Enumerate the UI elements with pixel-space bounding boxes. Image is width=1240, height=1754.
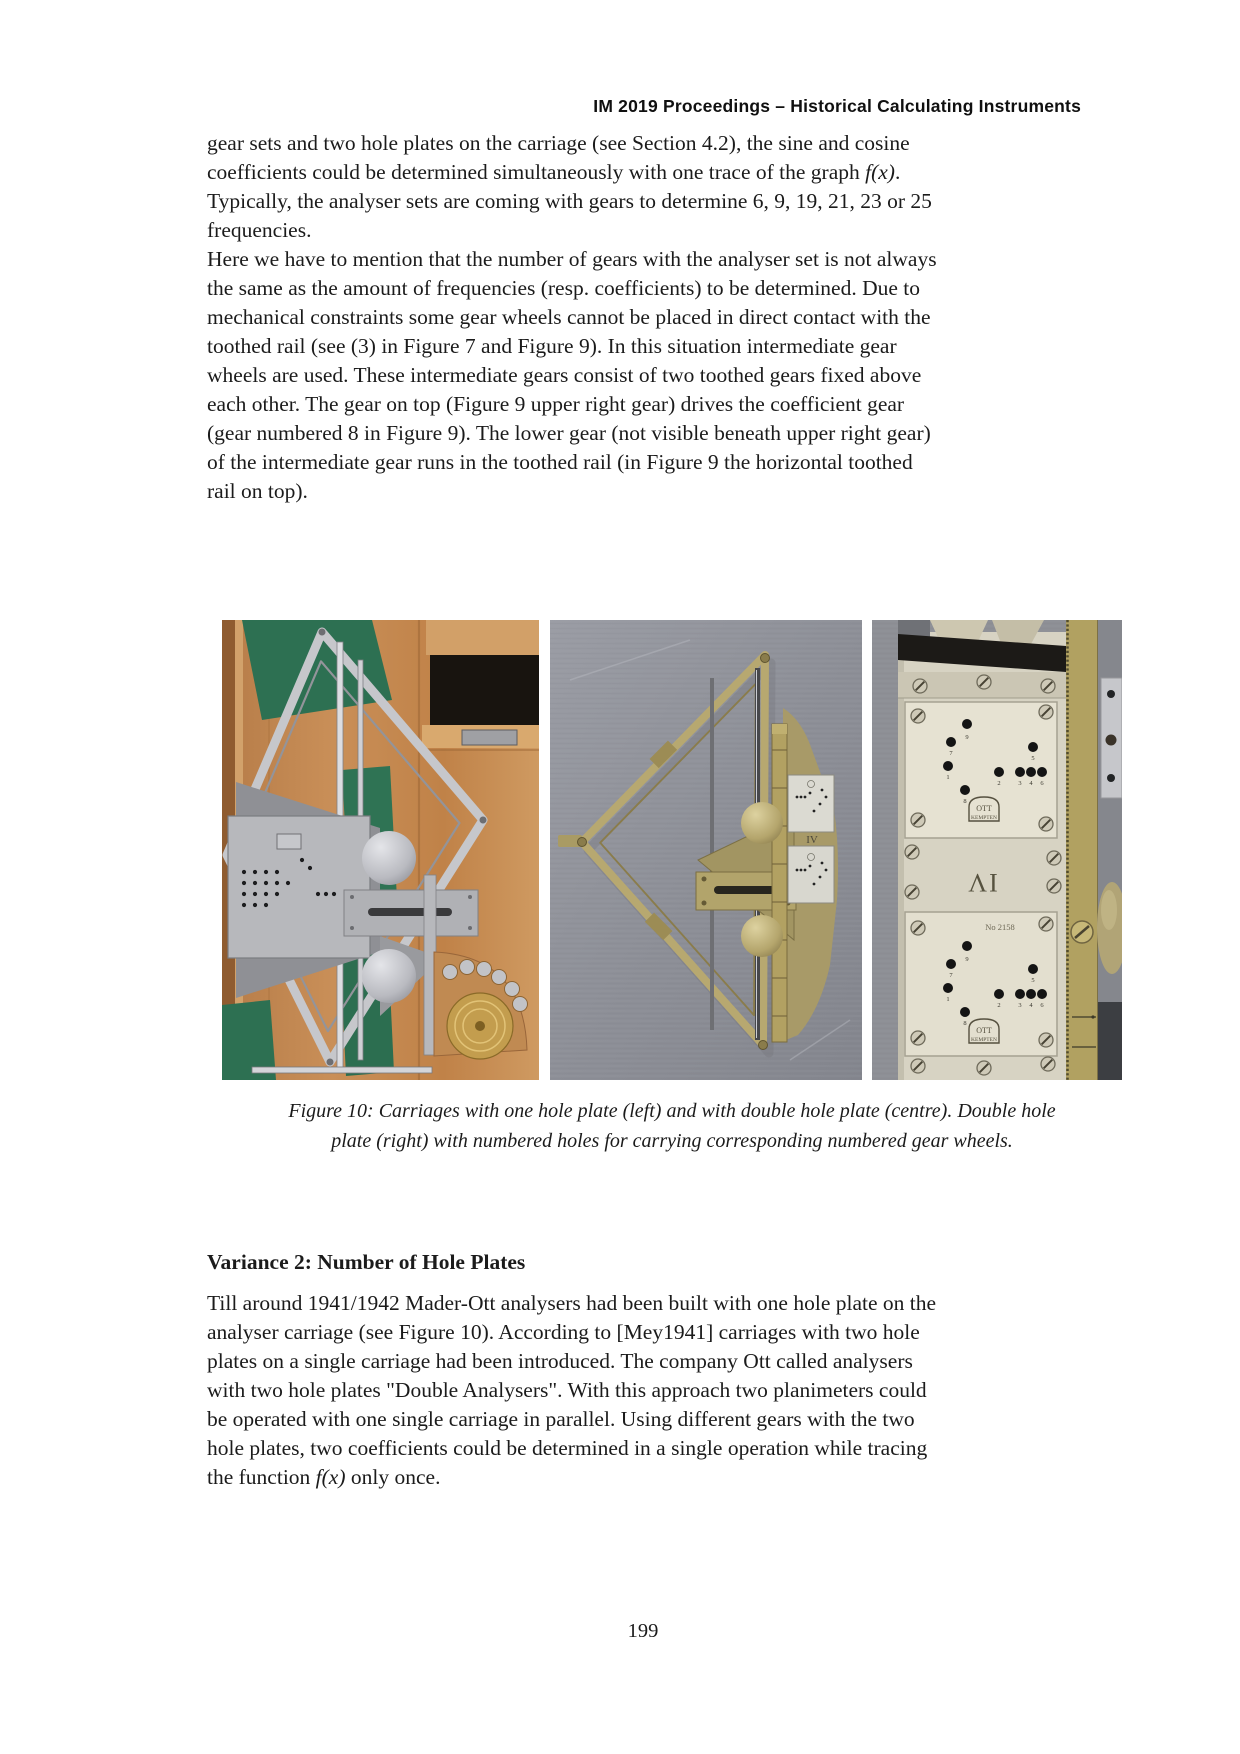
svg-text:7: 7 [949, 750, 953, 757]
toothed-ruler [1066, 620, 1098, 1080]
text-line: coefficients could be determined simultaneously with one trace of the graph f(x). [207, 160, 901, 184]
svg-text:9: 9 [965, 734, 969, 741]
text-line: the function f(x) only once. [207, 1465, 441, 1489]
svg-text:5: 5 [1031, 977, 1035, 984]
text-line: plates on a single carriage had been introduced. The company Ott called analysers [207, 1349, 913, 1373]
bottom-rod [252, 1067, 432, 1073]
text-line: hole plates, two coefficients could be determined in a single operation while tracing [207, 1436, 928, 1460]
hole-plate [228, 816, 370, 958]
figure-caption [222, 1096, 1122, 1156]
hole-plate-upper-panel [905, 702, 1057, 838]
ball-handle-lower [362, 949, 416, 1003]
size-marking-rotated: IV [966, 868, 998, 897]
text-line: plate (right) with numbered holes for carrying corresponding numbered gear wheels. [331, 1130, 1013, 1152]
svg-text:7: 7 [949, 972, 953, 979]
photo-carriage-one-hole-plate [222, 620, 539, 1080]
paragraph-1 [207, 129, 1087, 245]
hole-plate-upper [788, 775, 834, 832]
ball-handle-lower [741, 915, 783, 957]
svg-text:KEMPTEN: KEMPTEN [971, 815, 997, 821]
case-compartment [422, 620, 539, 748]
svg-text:8: 8 [963, 1020, 967, 1027]
text-line: frequencies. [207, 218, 312, 242]
svg-text:OTT: OTT [976, 1026, 992, 1035]
svg-text:8: 8 [963, 798, 967, 805]
svg-text:1: 1 [946, 996, 950, 1003]
text-line: mechanical constraints some gear wheels cannot be placed in direct contact with the [207, 305, 931, 329]
text-line: Till around 1941/1942 Mader-Ott analysers had been built with one hole plate on the [207, 1291, 937, 1315]
svg-text:3: 3 [1018, 1002, 1022, 1009]
svg-text:1: 1 [946, 774, 950, 781]
serial-number: No 2158 [985, 922, 1015, 932]
svg-text:OTT: OTT [976, 804, 992, 813]
page-number: 199 [627, 1620, 659, 1642]
text-line: of the intermediate gear runs in the toothed rail (in Figure 9 the horizontal toothed [207, 450, 913, 474]
size-marking: IV [805, 834, 818, 846]
photo-double-hole-plate-closeup [872, 620, 1122, 1080]
hole-plate-lower-panel [905, 912, 1057, 1056]
photo-carriage-double-hole-plate [550, 620, 862, 1080]
text-line: toothed rail (see (3) in Figure 7 and Figure 9). In this situation intermediate gear [207, 334, 897, 358]
text-line: gear sets and two hole plates on the carriage (see Section 4.2), the sine and cosine [207, 131, 910, 155]
text-line: wheels are used. These intermediate gears consist of two toothed gears fixed above [207, 363, 922, 387]
svg-text:2: 2 [997, 1002, 1001, 1009]
svg-text:6: 6 [1040, 780, 1044, 787]
text-line: rail on top). [207, 479, 308, 503]
brass-dial [447, 993, 513, 1059]
ruler-strip [772, 724, 787, 1042]
hole-plate-lower [788, 846, 834, 903]
ball-handle-upper [362, 831, 416, 885]
paragraph-2 [207, 245, 1087, 506]
text-line: be operated with one single carriage in parallel. Using different gears with the two [207, 1407, 915, 1431]
running-header: IM 2019 Proceedings – Historical Calculating Instruments [593, 96, 1081, 116]
svg-text:KEMPTEN: KEMPTEN [971, 1037, 997, 1043]
paragraph-3 [207, 1289, 1087, 1492]
svg-text:4: 4 [1029, 1002, 1033, 1009]
section-heading: Variance 2: Number of Hole Plates [207, 1250, 526, 1274]
text-line: with two hole plates "Double Analysers". With this approach two planimeters could [207, 1378, 927, 1402]
text-line: Typically, the analyser sets are coming with gears to determine 6, 9, 19, 21, 23 or 25 [207, 189, 932, 213]
svg-text:2: 2 [997, 780, 1001, 787]
ball-handle-upper [741, 802, 783, 844]
svg-text:6: 6 [1040, 1002, 1044, 1009]
text-line: Figure 10: Carriages with one hole plate (left) and with double hole plate (centre). Double hole [288, 1100, 1056, 1122]
right-edge-parts [1097, 620, 1122, 1080]
text-line: Here we have to mention that the number of gears with the analyser set is not always [207, 247, 937, 271]
svg-text:5: 5 [1031, 755, 1035, 762]
text-line: (gear numbered 8 in Figure 9). The lower gear (not visible beneath upper right gear) [207, 421, 931, 445]
svg-text:3: 3 [1018, 780, 1022, 787]
text-line: analyser carriage (see Figure 10). According to [Mey1941] carriages with two hole [207, 1320, 920, 1344]
text-line: each other. The gear on top (Figure 9 upper right gear) drives the coefficient gear [207, 392, 905, 416]
slotted-bar [344, 890, 478, 936]
figure-10 [222, 620, 1122, 1080]
svg-text:9: 9 [965, 956, 969, 963]
svg-text:4: 4 [1029, 780, 1033, 787]
text-line: the same as the amount of frequencies (resp. coefficients) to be determined. Due to [207, 276, 921, 300]
